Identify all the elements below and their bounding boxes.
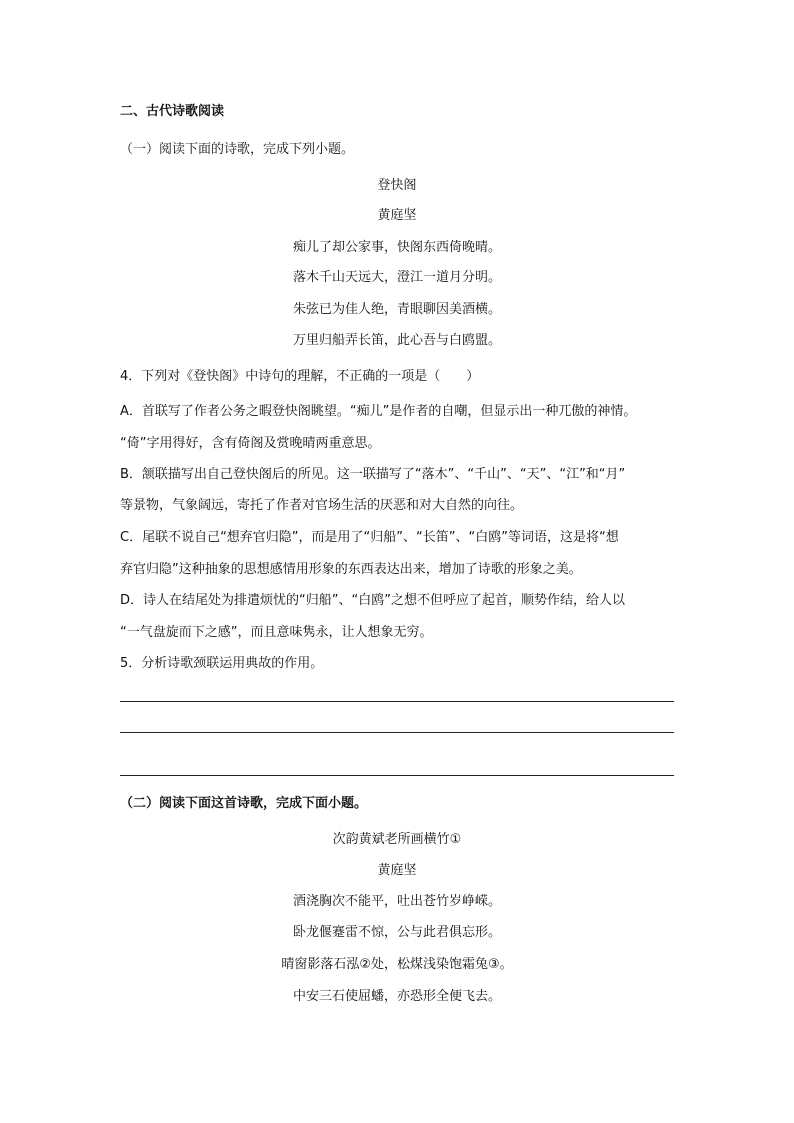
question-5-stem: 5．分析诗歌颈联运用典故的作用。 xyxy=(120,656,324,671)
option-c-line1: C．尾联不说自己“想弃官归隐”，而是用了“归船”、“长笛”、“白鸥”等词语，这是将“想 xyxy=(120,530,619,545)
poem2-title: 次韵黄斌老所画横竹① xyxy=(332,832,462,847)
poem1-author: 黄庭坚 xyxy=(377,208,417,223)
poem1-title: 登快阁 xyxy=(377,178,417,193)
option-d-line2: “一气盘旋而下之感”，而且意味隽永，让人想象无穷。 xyxy=(120,625,433,640)
option-a-line1: A．首联写了作者公务之暇登快阁眺望。“痴儿”是作者的自嘲，但显示出一种兀傲的神情。 xyxy=(120,404,637,419)
poem1-line: 痴儿了却公家事，快阁东西倚晚晴。 xyxy=(292,240,501,255)
section-heading: 二、古代诗歌阅读 xyxy=(120,104,225,119)
question-4-stem: 4．下列对《登快阁》中诗句的理解，不正确的一项是（ ） xyxy=(120,369,480,384)
poem2-author: 黄庭坚 xyxy=(377,863,417,878)
option-d-line1: D．诗人在结尾处为排遣烦忧的“归船”、“白鸥”之想不但呼应了起首，顺势作结，给人以 xyxy=(120,593,625,608)
poem2-line: 中安三石使屈蟠，亦恐形全便飞去。 xyxy=(292,989,501,1004)
answer-line xyxy=(120,732,674,733)
poem2-line: 卧龙偃蹇雷不惊，公与此君俱忘形。 xyxy=(292,925,501,940)
poem2-line: 酒浇胸次不能平，吐出苍竹岁峥嵘。 xyxy=(292,894,501,909)
answer-line xyxy=(120,775,674,776)
option-c-line2: 弃官归隐”这种抽象的思想感情用形象的东西表达出来，增加了诗歌的形象之美。 xyxy=(120,562,582,577)
option-b-line1: B．颔联描写出自己登快阁后的所见。这一联描写了“落木”、“千山”、“天”、“江”和“月” xyxy=(120,467,626,482)
answer-line xyxy=(120,701,674,702)
poem1-line: 朱弦已为佳人绝，青眼聊因美酒横。 xyxy=(292,302,501,317)
poem1-line: 万里归船弄长笛，此心吾与白鸥盟。 xyxy=(292,333,501,348)
option-b-line2: 等景物，气象阔远，寄托了作者对官场生活的厌恶和对大自然的向往。 xyxy=(120,498,524,513)
section2-instruction: （二）阅读下面这首诗歌，完成下面小题。 xyxy=(120,796,368,811)
poem1-line: 落木千山天远大，澄江一道月分明。 xyxy=(292,270,501,285)
poem2-line: 晴窗影落石泓②处，松煤浅染饱霜兔③。 xyxy=(281,957,513,972)
option-a-line2: “倚”字用得好，含有倚阁及赏晚晴两重意思。 xyxy=(120,436,381,451)
section1-instruction: （一）阅读下面的诗歌，完成下列小题。 xyxy=(120,142,355,157)
